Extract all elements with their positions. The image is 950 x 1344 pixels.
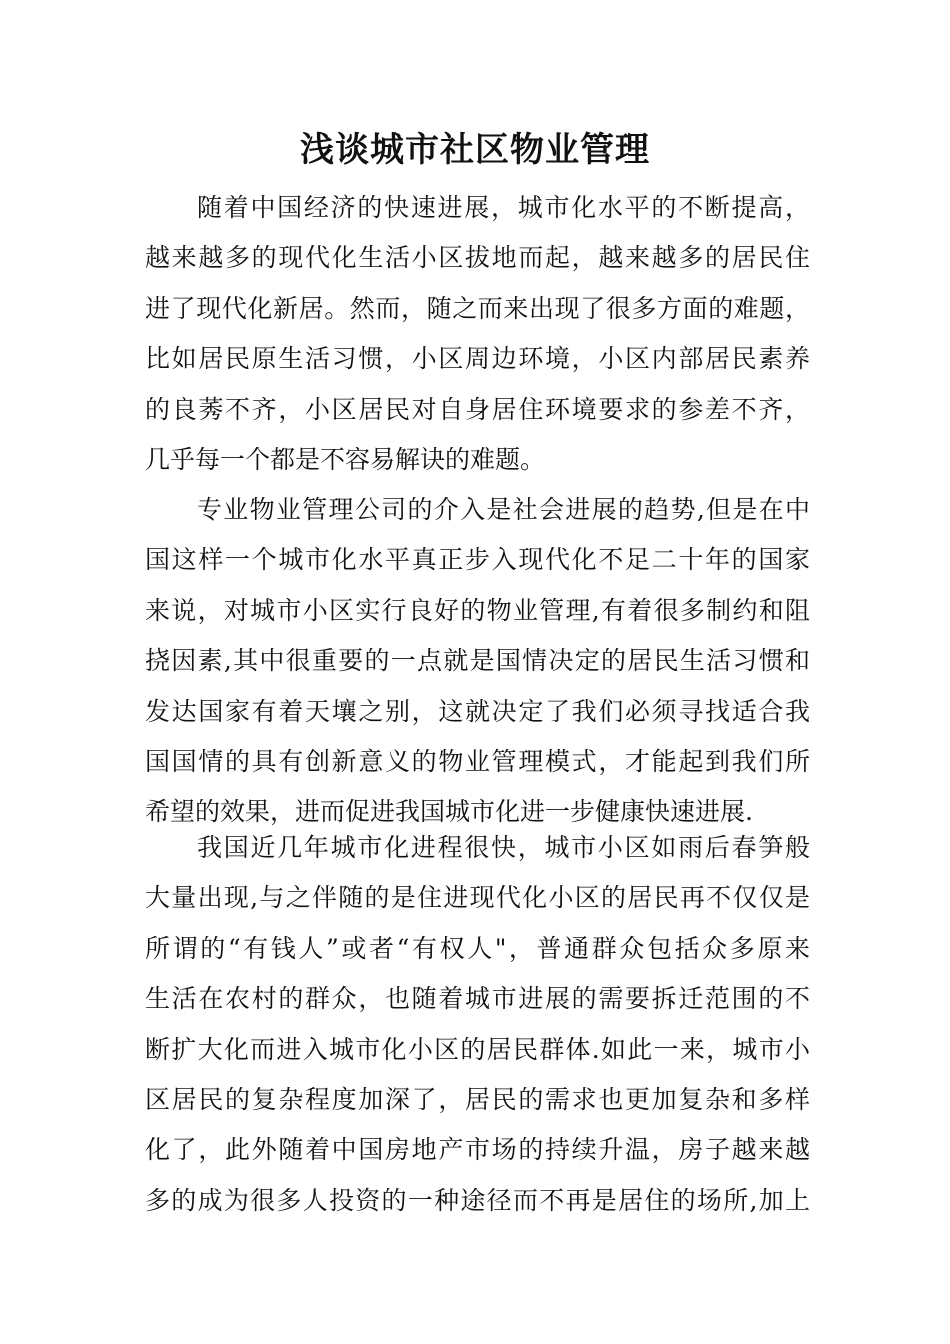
paragraph-line: 国这样一个城市化水平真正步入现代化不足二十年的国家 [145,545,810,575]
paragraph-line: 国国情的具有创新意义的物业管理模式，才能起到我们所 [145,746,810,776]
paragraph-line: 发达国家有着天壤之别，这就决定了我们必须寻找适合我 [145,696,810,726]
paragraph-line: 断扩大化而进入城市化小区的居民群体.如此一来，城市小 [145,1034,810,1064]
paragraph-line: 来说，对城市小区实行良好的物业管理,有着很多制约和阻 [145,595,810,625]
paragraph-line: 所谓的“有钱人”或者“有权人"，普通群众包括众多原来 [145,933,810,963]
paragraph-line: 挠因素,其中很重要的一点就是国情决定的居民生活习惯和 [145,646,810,676]
paragraph-line: 专业物业管理公司的介入是社会进展的趋势,但是在中 [197,495,810,524]
paragraph-line: 区居民的复杂程度加深了，居民的需求也更加复杂和多样 [145,1084,810,1114]
paragraph-line: 希望的效果，进而促进我国城市化进一步健康快速进展. [145,797,753,827]
paragraph-line: 我国近几年城市化进程很快，城市小区如雨后春笋般 [197,833,810,862]
paragraph-line: 进了现代化新居。然而，随之而来出现了很多方面的难题， [145,293,810,323]
paragraph-1 [145,183,810,485]
paragraph-line: 越来越多的现代化生活小区拔地而起，越来越多的居民住 [145,243,810,273]
paragraph-line: 生活在农村的群众，也随着城市进展的需要拆迁范围的不 [145,984,810,1014]
paragraph-line: 多的成为很多人投资的一种途径而不再是居住的场所,加上 [145,1185,810,1215]
paragraph-line: 随着中国经济的快速进展，城市化水平的不断提高， [197,193,810,222]
paragraph-line: 几乎每一个都是不容易解诀的难题。 [145,444,546,474]
paragraph-line: 比如居民原生活习惯，小区周边环境，小区内部居民素养 [145,344,810,374]
paragraph-line: 的良莠不齐，小区居民对自身居住环境要求的参差不齐， [145,394,810,424]
document-title: 浅谈城市社区物业管理 [300,130,650,170]
paragraph-3 [145,823,810,1226]
paragraph-2 [145,485,810,838]
paragraph-line: 化了，此外随着中国房地产市场的持续升温，房子越来越 [145,1135,810,1165]
paragraph-line: 大量出现,与之伴随的是住进现代化小区的居民再不仅仅是 [145,883,810,913]
